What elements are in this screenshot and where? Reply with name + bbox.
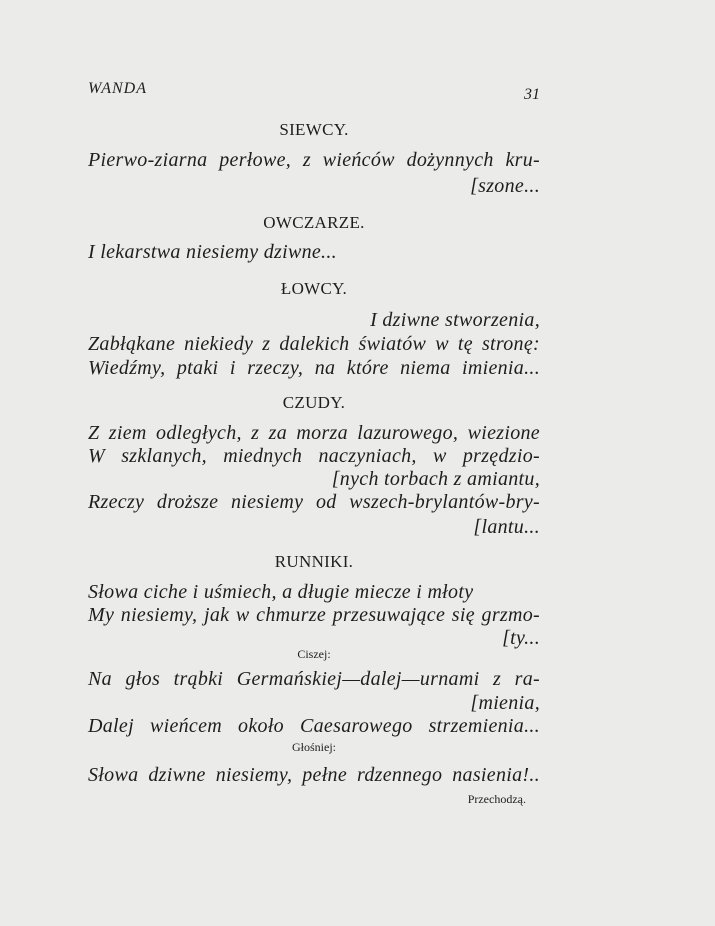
verse-line: Pierwo-ziarna perłowe, z wieńców dożynnych kru- [88,149,540,171]
speaker-heading: SIEWCY. [279,120,349,139]
verse-line: I lekarstwa niesiemy dziwne... [88,241,337,263]
verse-line: Wiedźmy, ptaki i rzeczy, na które niema imienia... [88,357,540,379]
speaker-heading: CZUDY. [282,393,346,412]
verse-line: [ty... [502,627,540,649]
verse-line: W szklanych, miednych naczyniach, w przędzio- [88,445,540,467]
verse-line: I dziwne stworzenia, [370,309,540,331]
running-head: WANDA [88,80,147,97]
verse-line: Słowa ciche i uśmiech, a długie miecze i młoty [88,581,474,603]
speaker-heading: RUNNIKI. [274,552,354,571]
speaker-heading: OWCZARZE. [263,213,365,232]
verse-line: Rzeczy droższe niesiemy od wszech-brylantów-bry- [88,491,540,513]
verse-line: Dalej wieńcem około Caesarowego strzemienia... [88,715,540,737]
verse-line: [szone... [470,175,540,197]
stage-direction-exit: Przechodzą. [467,792,526,806]
verse-line: [lantu... [473,516,540,538]
stage-direction: Głośniej: [292,740,336,754]
verse-line: My niesiemy, jak w chmurze przesuwające się grzmo- [88,604,540,626]
stage-direction: Ciszej: [297,647,331,661]
verse-line: Z ziem odległych, z za morza lazurowego, wiezione [88,422,540,444]
verse-line: Na głos trąbki Germańskiej—dalej—urnami z ra- [88,668,540,690]
verse-line: Zabłąkane niekiedy z dalekich światów w tę stronę: [88,333,540,355]
verse-line: Słowa dziwne niesiemy, pełne rdzennego nasienia!.. [88,764,540,786]
verse-line: [nych torbach z amiantu, [331,468,540,490]
speaker-heading: ŁOWCY. [280,279,348,298]
page-number: 31 [524,86,540,103]
verse-line: [mienia, [470,692,540,714]
